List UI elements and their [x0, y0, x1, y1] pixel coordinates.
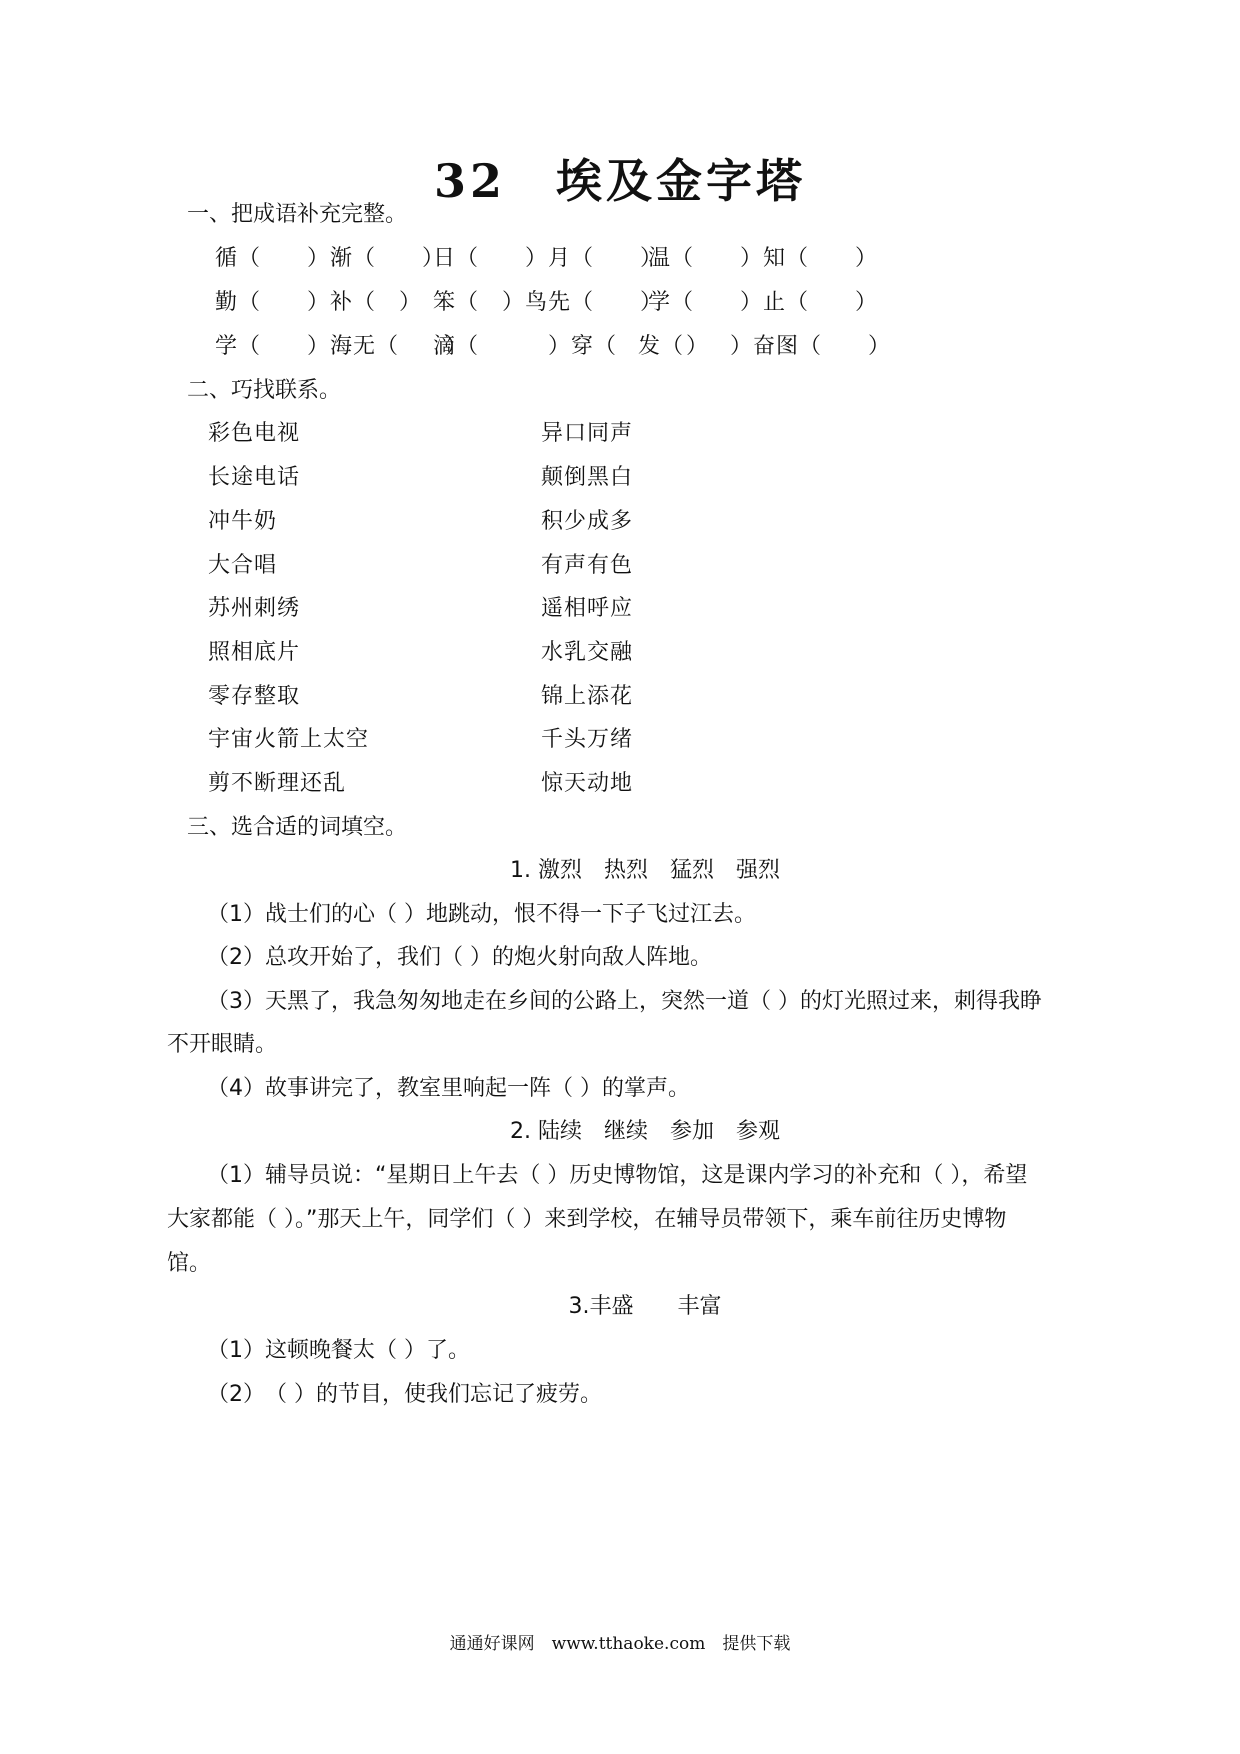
idiom-item: 学（ ）止（ ）	[648, 290, 879, 315]
match-left-item: 大合唱	[208, 553, 278, 578]
idiom-item: 滴（ ）穿（ ）	[433, 334, 710, 359]
match-left-item: 彩色电视	[208, 421, 301, 446]
fill-sentence: （4）故事讲完了，教室里响起一阵（ ）的掌声。	[207, 1076, 690, 1101]
fill-sentence: （2） （ ）的节目，使我们忘记了疲劳。	[207, 1382, 602, 1407]
fill-sentence: （1）战士们的心（ ）地跳动，恨不得一下子飞过江去。	[207, 902, 756, 927]
word-group-1: 1. 激烈 热烈 猛烈 强烈	[510, 858, 780, 883]
fill-sentence: （2）总攻开始了，我们（ ）的炮火射向敌人阵地。	[207, 945, 712, 970]
match-left-item: 照相底片	[208, 640, 301, 665]
match-left-item: 零存整取	[208, 684, 301, 709]
match-right-item: 异口同声	[541, 421, 634, 446]
idiom-item: 发（ ）奋图（ ）	[638, 334, 892, 359]
match-right-item: 惊天动地	[541, 771, 634, 796]
idiom-item: 学（ ）海无（ ）	[215, 334, 469, 359]
fill-sentence-continuation: 馆。	[167, 1251, 212, 1276]
match-right-item: 积少成多	[541, 509, 634, 534]
match-left-item: 剪不断理还乱	[208, 771, 347, 796]
page-title: 32 埃及金字塔	[433, 154, 806, 208]
fill-sentence-continuation: 大家都能（ ）。”那天上午，同学们（ ）来到学校，在辅导员带领下，乘车前往历史博物	[167, 1207, 1007, 1232]
match-right-item: 有声有色	[541, 553, 634, 578]
idiom-item: 循（ ）渐（ ）	[215, 246, 446, 271]
match-right-item: 锦上添花	[541, 684, 634, 709]
idiom-item: 勤（ ）补（ ）	[215, 290, 423, 315]
idiom-item: 温（ ）知（ ）	[648, 246, 879, 271]
fill-sentence-continuation: 不开眼睛。	[167, 1032, 278, 1057]
match-left-item: 长途电话	[208, 465, 301, 490]
word-group-2: 2. 陆续 继续 参加 参观	[510, 1119, 780, 1144]
section-1-heading: 一、把成语补充完整。	[187, 202, 408, 227]
idiom-item: 日（ ）月（ ）	[433, 246, 664, 271]
match-right-item: 水乳交融	[541, 640, 634, 665]
word-group-3: 3.丰盛 丰富	[568, 1294, 722, 1319]
fill-sentence: （3）天黑了，我急匆匆地走在乡间的公路上，突然一道（ ）的灯光照过来，刺得我睁	[207, 989, 1042, 1014]
fill-sentence: （1）这顿晚餐太（ ）了。	[207, 1338, 470, 1363]
match-left-item: 冲牛奶	[208, 509, 278, 534]
match-left-item: 宇宙火箭上太空	[208, 727, 370, 752]
idiom-item: 笨（ ）鸟先（ ）	[433, 290, 664, 315]
match-right-item: 千头万绪	[541, 727, 634, 752]
fill-sentence: （1）辅导员说：“星期日上午去（ ）历史博物馆，这是课内学习的补充和（ ），希望	[207, 1163, 1028, 1188]
section-3-heading: 三、选合适的词填空。	[187, 815, 408, 840]
page-footer: 通通好课网 www.tthaoke.com 提供下载	[449, 1634, 791, 1654]
match-right-item: 遥相呼应	[541, 596, 634, 621]
section-2-heading: 二、巧找联系。	[187, 378, 342, 403]
match-left-item: 苏州刺绣	[208, 596, 301, 621]
match-right-item: 颠倒黑白	[541, 465, 634, 490]
